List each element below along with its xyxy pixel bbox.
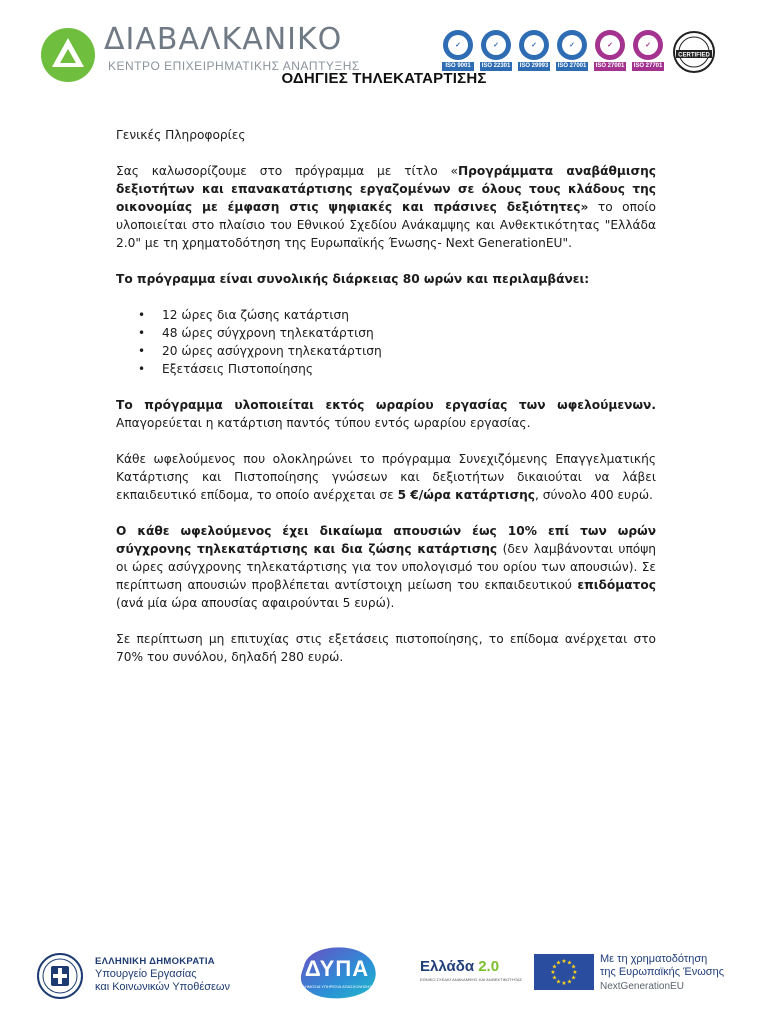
- eu-flag-icon: [534, 954, 594, 990]
- iso-badge: [594, 30, 626, 71]
- ellada-name: [420, 958, 522, 976]
- iso-badge: [556, 30, 588, 71]
- allowance-paragraph: [116, 450, 656, 504]
- iso-seal-icon: ✓: [595, 30, 625, 60]
- certified-seal-icon: [672, 30, 716, 74]
- dypa-subtitle: ΔΗΜΟΣΙΑ ΥΠΗΡΕΣΙΑ ΑΠΑΣΧΟΛΗΣΗΣ: [302, 984, 372, 989]
- dypa-logo: [294, 944, 380, 1000]
- list-item: • Εξετάσεις Πιστοποίησης: [116, 360, 656, 378]
- eu-star-icon: ★: [551, 974, 558, 982]
- allowance-text: Κάθε ωφελούμενος που ολοκληρώνει το πρόγραμμα Συνεχιζόμενης Επαγγελματικής Κατάρτισης και Πιστοποίησης γνώσεων και δεξιοτήτων δικαιούται να λάβει εκπαιδευτικό επίδομα, το οποίο ανέρχεται σε: [116, 452, 656, 502]
- intro-paragraph: [116, 162, 656, 252]
- intro-text: Σας καλωσορίζουμε στο πρόγραμμα με τίτλο «: [116, 164, 458, 178]
- absence-allowance-word: επιδόματος: [577, 578, 656, 592]
- eu-star-icon: ★: [550, 969, 556, 977]
- ministry-block: [95, 955, 230, 994]
- working-hours-rest: Απαγορεύεται η κατάρτιση παντός τύπου εντός ωραρίου εργασίας.: [116, 416, 531, 430]
- iso-seal-icon: ✓: [443, 30, 473, 60]
- eu-star-icon: ★: [555, 978, 562, 986]
- iso-badge: [480, 30, 512, 71]
- list-item: • 12 ώρες δια ζώσης κατάρτιση: [116, 306, 656, 324]
- general-info-heading: Γενικές Πληροφορίες: [116, 128, 246, 142]
- eu-funding-text: [600, 953, 724, 994]
- iso-badge: [518, 30, 550, 71]
- eu-star-icon: ★: [572, 969, 578, 977]
- dypa-wordmark: ΔΥΠΑ: [304, 956, 370, 981]
- absence-detail: (δεν λαμβάνονται υπόψη οι ώρες ασύγχρονης τηλεκατάρτισης για τον υπολογισμό του ορίου των απουσιών). Σε περίπτωση απουσιών προβλέπεται αντίστοιχη μείωση του εκπαιδευτικού: [116, 542, 657, 592]
- iso-seal-icon: ✓: [519, 30, 549, 60]
- ministry-country: ΕΛΛΗΝΙΚΗ ΔΗΜΟΚΡΑΤΙΑ: [95, 956, 215, 967]
- org-subtitle: ΚΕΝΤΡΟ ΕΠΙΧΕΙΡΗΜΑΤΙΚΗΣ ΑΝΑΠΤΥΞΗΣ: [108, 59, 360, 73]
- exam-fail-paragraph: Σε περίπτωση μη επιτυχίας στις εξετάσεις πιστοποίησης, το επίδομα ανέρχεται στο 70% του συνόλου, δηλαδή 280 ευρώ.: [116, 632, 656, 664]
- intro-rest: το οποίο υλοποιείται στο πλαίσιο του Εθνικού Σχεδίου Ανάκαμψης και Ανθεκτικότητας "Ελλάδα 2.0" με τη χρηματοδότηση της Ευρωπαϊκής Ένωσης- Next GenerationEU".: [116, 200, 656, 250]
- working-hours-paragraph: [116, 396, 656, 432]
- hours-list: [116, 306, 656, 378]
- ellada-tagline: ΕΘΝΙΚΟ ΣΧΕΔΙΟ ΑΝΑΚΑΜΨΗΣ ΚΑΙ ΑΝΘΕΚΤΙΚΟΤΗΤΑΣ: [420, 977, 523, 982]
- eu-star-icon: ★: [570, 963, 577, 971]
- eu-funding-line1: Με τη χρηματοδότηση: [600, 953, 708, 965]
- absence-paragraph: [116, 522, 656, 612]
- iso-seal-icon: ✓: [481, 30, 511, 60]
- iso-seal-icon: ✓: [557, 30, 587, 60]
- eu-star-icon: ★: [566, 959, 573, 967]
- eu-star-icon: ★: [570, 974, 577, 982]
- working-hours-bold: Το πρόγραμμα υλοποιείται εκτός ωραρίου εργασίας των ωφελούμενων.: [116, 398, 656, 412]
- hellenic-republic-emblem-icon: [36, 952, 84, 1000]
- ministry-name-cont: και Κοινωνικών Υποθέσεων: [95, 981, 231, 993]
- absence-deduction: (ανά μία ώρα απουσίας αφαιρούνται 5 ευρώ).: [116, 596, 395, 610]
- iso-badge-label: ISO 27701: [633, 63, 663, 69]
- iso-badge-label: ISO 27001: [595, 63, 625, 69]
- ellada-version: 2.0: [478, 958, 500, 975]
- list-item: • 20 ώρες ασύγχρονη τηλεκατάρτιση: [116, 342, 656, 360]
- allowance-rate: 5 €/ώρα κατάρτισης: [397, 488, 535, 502]
- next-generation-eu: NextGenerationEU: [600, 981, 684, 992]
- document-body: [116, 126, 656, 666]
- iso-badge: [442, 30, 474, 71]
- iso-badge: [632, 30, 664, 71]
- program-title: Προγράμματα αναβάθμισης δεξιοτήτων και επανακατάρτισης εργαζομένων σε όλους τους κλάδους της οικονομίας με έμφαση στις ψηφιακές και πράσινες δεξιότητες»: [116, 164, 656, 214]
- ministry-name: Υπουργείο Εργασίας: [95, 968, 197, 980]
- iso-badge-label: ISO 9001: [442, 62, 474, 71]
- absence-rule: Ο κάθε ωφελούμενος έχει δικαίωμα απουσιών έως 10% επί των ωρών σύγχρονης τηλεκατάρτισης και δια ζώσης κατάρτισης: [116, 524, 656, 556]
- eu-star-icon: ★: [551, 963, 558, 971]
- list-item: • 48 ώρες σύγχρονη τηλεκατάρτιση: [116, 324, 656, 342]
- document-title: ΟΔΗΓΙΕΣ ΤΗΛΕΚΑΤΑΡΤΙΣΗΣ: [281, 70, 487, 87]
- eu-star-icon: ★: [561, 980, 567, 988]
- ellada-2-logo: [420, 958, 522, 982]
- duration-line: Το πρόγραμμα είναι συνολικής διάρκειας 80 ωρών και περιλαμβάνει:: [116, 272, 590, 286]
- iso-badge-label: ISO 29993: [519, 63, 549, 69]
- iso-badge-label: ISO 27001: [557, 63, 587, 69]
- allowance-total: , σύνολο 400 ευρώ.: [534, 488, 653, 502]
- eu-funding-line2: της Ευρωπαϊκής Ένωσης: [600, 966, 724, 978]
- certified-label: CERTIFIED: [678, 52, 710, 59]
- eu-star-icon: ★: [561, 958, 567, 966]
- iso-seal-icon: ✓: [633, 30, 663, 60]
- eu-star-icon: ★: [555, 959, 562, 967]
- org-name: ΔΙΑΒΑΛΚΑΝΙΚΟ: [104, 22, 343, 57]
- eu-star-icon: ★: [566, 978, 573, 986]
- iso-badge-label: ISO 22301: [481, 63, 511, 69]
- ellada-word: Ελλάδα: [420, 958, 475, 975]
